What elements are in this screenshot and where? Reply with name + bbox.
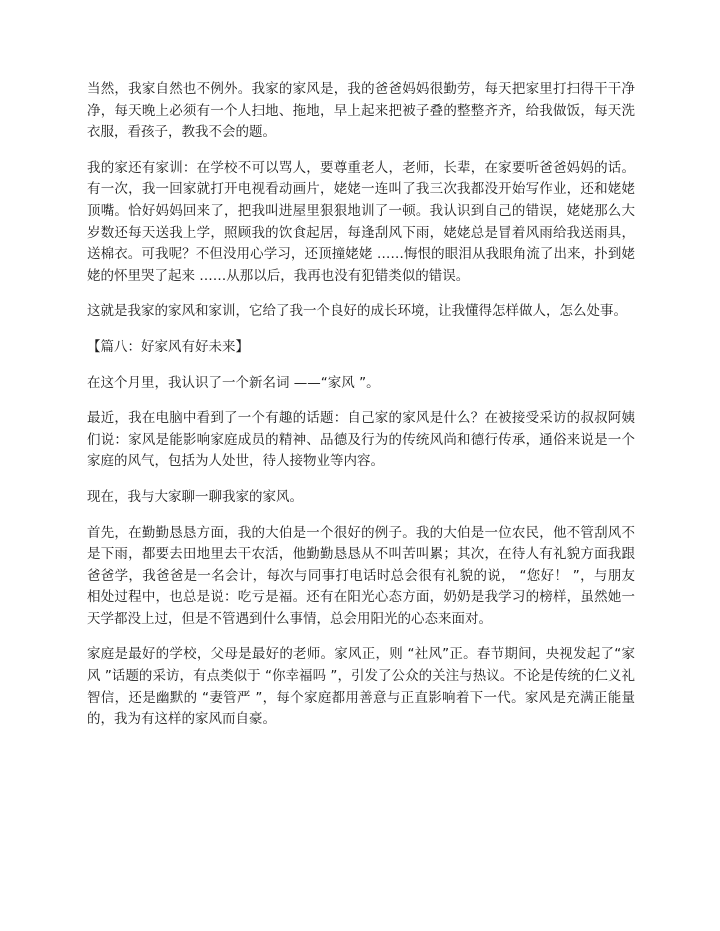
paragraph-intro: 现在，我与大家聊一聊我家的家风。 — [87, 488, 303, 505]
document-body — [87, 79, 635, 745]
paragraph-closing: 家庭是最好的学校，父母是最好的老师。家风正，则 “社风”正。春节期间，央视发起了“家风 ”话题的采访，有点类似于 “你幸福吗 ”，引发了公众的关注与热议。不论是传统的仁义礼智信，还是幽默的 “妻管严 ”，每个家庭都用善意与正直影响着下一代。家风是充满正能量的，我为有这样的家风而自豪。 — [87, 646, 635, 728]
paragraph-conclusion: 这就是我家的家风和家训，它给了我一个良好的成长环境，让我懂得怎样做人，怎么处事。 — [87, 303, 627, 320]
section-heading: 【篇八：好家风有好未来】 — [87, 338, 249, 355]
paragraph-family-style: 当然，我家自然也不例外。我家的家风是，我的爸爸妈妈很勤劳，每天把家里打扫得干干净净，每天晚上必须有一个人扫地、拖地，早上起来把被子叠的整整齐齐，给我做饭，每天洗衣服，看孩子，教我不会的题。 — [87, 81, 635, 141]
paragraph-definition: 最近，我在电脑中看到了一个有趣的话题：自己家的家风是什么？在被接受采访的叔叔阿姨们说：家风是能影响家庭成员的精神、品德及行为的传统风尚和德行传承，通俗来说是一个家庭的风气，包括为人处世，待人接物业等内容。 — [87, 410, 635, 470]
paragraph-new-term: 在这个月里，我认识了一个新名词 ——“家风 ”。 — [87, 374, 380, 391]
paragraph-examples: 首先，在勤勤恳恳方面，我的大伯是一个很好的例子。我的大伯是一位农民，他不管刮风不是下雨，都要去田地里去干农活，他勤勤恳恳从不叫苦叫累；其次，在待人有礼貌方面我跟爸爸学，我爸爸是一名会计，每次与同事打电话时总会很有礼貌的说， “您好！ ”，与朋友相处过程中，也总是说：吃亏是福。还有在阳光心态方面，奶奶是我学习的榜样，虽然她一天学都没上过，但是不管遇到什么事情，总会用阳光的心态来面对。 — [87, 524, 635, 627]
paragraph-family-rules: 我的家还有家训：在学校不可以骂人，要尊重老人，老师，长辈，在家要听爸爸妈妈的话。有一次，我一回家就打开电视看动画片，姥姥一连叫了我三次我都没开始写作业，还和姥姥顶嘴。恰好妈妈回来了，把我叫进屋里狠狠地训了一顿。我认识到自己的错误，姥姥那么大岁数还每天送我上学，照顾我的饮食起居，每逢刮风下雨，姥姥总是冒着风雨给我送雨具，送棉衣。可我呢？不但没用心学习，还顶撞姥姥 ……悔恨的眼泪从我眼角流了出来，扑到姥姥的怀里哭了起来 ……从那以后，我再也没有犯错类似的错误。 — [87, 159, 635, 284]
